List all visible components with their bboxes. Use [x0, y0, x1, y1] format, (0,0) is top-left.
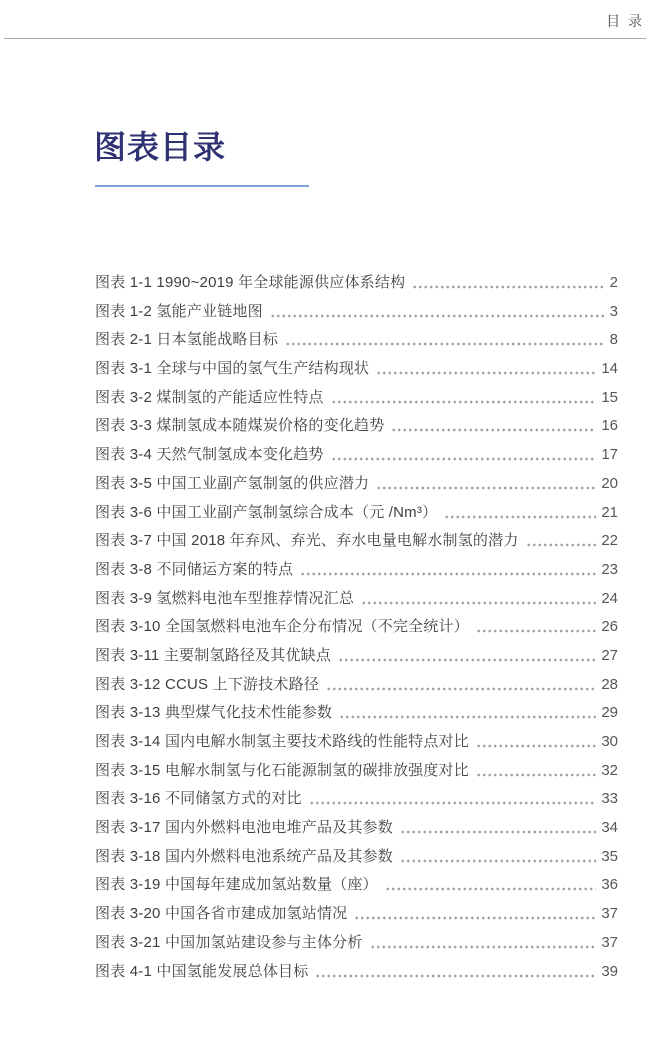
toc-dot-leader	[331, 441, 597, 470]
toc-entry-label: 图表 3-11 主要制氢路径及其优缺点	[95, 646, 332, 664]
toc-entry-page: 32	[601, 761, 618, 779]
toc-entry	[95, 470, 618, 499]
toc-entry	[95, 699, 618, 728]
toc-entry-page: 28	[601, 675, 618, 693]
toc-entry	[95, 642, 618, 671]
toc-entry-label: 图表 3-17 国内外燃料电池电堆产品及其参数	[95, 819, 393, 837]
toc-dot-leader	[526, 527, 597, 556]
toc-dot-leader	[444, 499, 596, 528]
toc-entry	[95, 613, 618, 642]
toc-entry	[95, 585, 618, 614]
figure-toc-list	[95, 269, 618, 986]
toc-entry-label: 图表 3-7 中国 2018 年弃风、弃光、弃水电量电解水制氢的潜力	[95, 532, 519, 550]
toc-dot-leader	[309, 785, 597, 814]
toc-entry-label: 图表 3-3 煤制氢成本随煤炭价格的变化趋势	[95, 417, 385, 435]
toc-entry-page: 36	[601, 876, 618, 894]
toc-entry-label: 图表 1-2 氢能产业链地图	[95, 302, 263, 320]
toc-entry-label: 图表 2-1 日本氢能战略目标	[95, 331, 279, 349]
toc-dot-leader	[400, 814, 596, 843]
toc-entry-page: 37	[601, 933, 618, 951]
toc-entry	[95, 384, 618, 413]
toc-entry-page: 16	[601, 417, 618, 435]
toc-entry-page: 26	[601, 618, 618, 636]
toc-entry-label: 图表 3-10 全国氢燃料电池车企分布情况（不完全统计）	[95, 618, 469, 636]
toc-entry-page: 34	[601, 819, 618, 837]
toc-entry	[95, 757, 618, 786]
page-title: 图表目录	[94, 129, 227, 165]
toc-dot-leader	[285, 326, 605, 355]
toc-entry	[95, 412, 618, 441]
toc-entry	[95, 785, 618, 814]
toc-entry	[95, 728, 618, 757]
toc-entry	[95, 326, 618, 355]
toc-entry-label: 图表 3-16 不同储氢方式的对比	[95, 790, 302, 808]
toc-entry-page: 33	[601, 790, 618, 808]
toc-entry-label: 图表 1-1 1990~2019 年全球能源供应体系结构	[95, 274, 406, 291]
toc-entry	[95, 527, 618, 556]
toc-dot-leader	[376, 470, 596, 499]
toc-dot-leader	[354, 900, 596, 929]
toc-entry	[95, 355, 618, 384]
toc-entry-page: 37	[601, 905, 618, 923]
toc-entry-label: 图表 3-14 国内电解水制氢主要技术路线的性能特点对比	[95, 733, 469, 750]
toc-dot-leader	[476, 613, 596, 642]
toc-entry-label: 图表 3-12 CCUS 上下游技术路径	[95, 675, 320, 693]
toc-dot-leader	[338, 642, 596, 671]
toc-entry-label: 图表 3-19 中国每年建成加氢站数量（座）	[95, 876, 378, 894]
toc-entry-page: 30	[601, 733, 618, 750]
toc-entry-label: 图表 3-18 国内外燃料电池系统产品及其参数	[95, 847, 393, 865]
toc-entry-page: 22	[601, 532, 618, 550]
toc-entry	[95, 871, 618, 900]
toc-entry	[95, 814, 618, 843]
toc-entry	[95, 958, 618, 987]
toc-entry-label: 图表 3-4 天然气制氢成本变化趋势	[95, 446, 324, 464]
toc-entry-page: 29	[601, 704, 618, 722]
toc-entry-page: 3	[609, 302, 618, 320]
toc-entry-label: 图表 3-15 电解水制氢与化石能源制氢的碳排放强度对比	[95, 761, 469, 779]
toc-dot-leader	[331, 384, 597, 413]
toc-entry-page: 14	[601, 360, 618, 378]
toc-dot-leader	[370, 929, 597, 958]
toc-entry-label: 图表 3-9 氢燃料电池车型推荐情况汇总	[95, 589, 355, 607]
toc-entry	[95, 843, 618, 872]
toc-entry-page: 8	[609, 331, 618, 349]
toc-entry-page: 21	[601, 503, 618, 521]
toc-entry-label: 图表 3-1 全球与中国的氢气生产结构现状	[95, 360, 370, 378]
toc-entry-page: 39	[601, 962, 618, 980]
toc-dot-leader	[270, 298, 605, 327]
toc-entry-label: 图表 3-5 中国工业副产氢制氢的供应潜力	[95, 474, 370, 492]
toc-entry-page: 27	[601, 646, 618, 664]
toc-entry-page: 15	[601, 388, 618, 406]
toc-dot-leader	[315, 958, 596, 987]
toc-entry-page: 20	[601, 474, 618, 492]
toc-entry	[95, 929, 618, 958]
toc-entry-page: 35	[601, 847, 618, 865]
toc-entry	[95, 900, 618, 929]
title-underline	[95, 185, 309, 187]
toc-entry	[95, 269, 618, 298]
toc-entry-label: 图表 3-8 不同储运方案的特点	[95, 560, 294, 578]
toc-dot-leader	[361, 585, 596, 614]
toc-entry-label: 图表 3-13 典型煤气化技术性能参数	[95, 704, 333, 722]
header-rule	[4, 38, 646, 39]
toc-entry-page: 2	[609, 274, 618, 291]
toc-entry-label: 图表 3-6 中国工业副产氢制氢综合成本（元 /Nm³）	[95, 503, 438, 521]
toc-entry-page: 17	[601, 446, 618, 464]
toc-dot-leader	[326, 671, 596, 700]
toc-dot-leader	[300, 556, 596, 585]
toc-dot-leader	[476, 757, 596, 786]
toc-entry-label: 图表 3-21 中国加氢站建设参与主体分析	[95, 933, 363, 951]
toc-entry	[95, 298, 618, 327]
toc-dot-leader	[476, 728, 596, 757]
running-header: 目 录	[606, 13, 644, 29]
toc-entry	[95, 556, 618, 585]
toc-dot-leader	[376, 355, 596, 384]
toc-dot-leader	[339, 699, 596, 728]
toc-entry	[95, 441, 618, 470]
toc-dot-leader	[391, 412, 596, 441]
toc-dot-leader	[385, 871, 597, 900]
toc-entry	[95, 499, 618, 528]
toc-entry-page: 24	[601, 589, 618, 607]
toc-entry-label: 图表 4-1 中国氢能发展总体目标	[95, 962, 309, 980]
toc-entry	[95, 671, 618, 700]
toc-entry-label: 图表 3-2 煤制氢的产能适应性特点	[95, 388, 324, 406]
toc-entry-label: 图表 3-20 中国各省市建成加氢站情况	[95, 905, 348, 923]
toc-dot-leader	[400, 843, 596, 872]
toc-entry-page: 23	[601, 560, 618, 578]
toc-dot-leader	[412, 269, 604, 298]
